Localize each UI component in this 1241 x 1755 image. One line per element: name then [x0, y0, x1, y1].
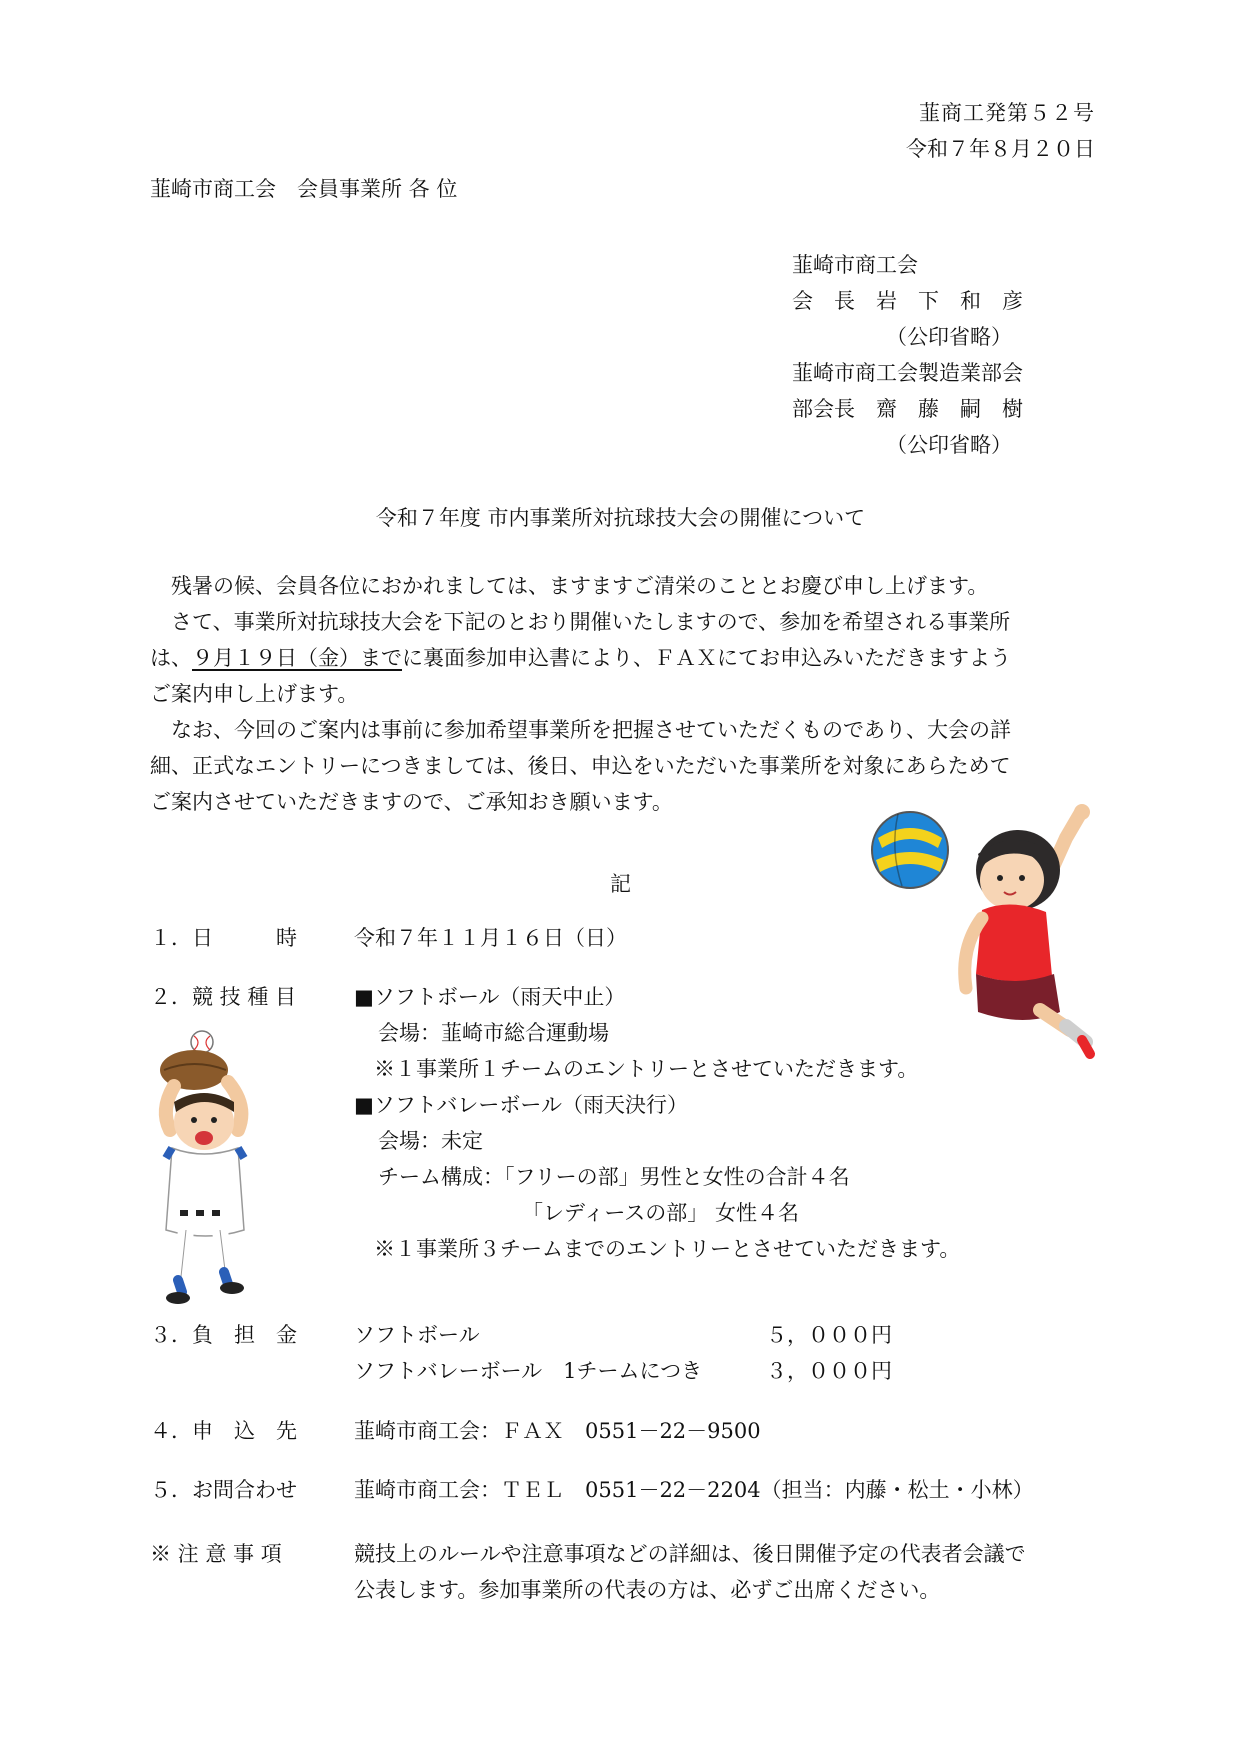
- item-4-label: ４．申 込 先: [150, 1419, 297, 1443]
- item-2-label: ２．競 技 種 目: [150, 985, 297, 1009]
- item-5-value: 韮崎市商工会：ＴＥＬ 0551－22－2204（担当：内藤・松土・小林）: [354, 1478, 1034, 1502]
- document-number: 韮商工発第５２号: [919, 101, 1095, 125]
- body-text: [150, 568, 1096, 820]
- deadline-text: ９月１９日（金）まで: [192, 646, 402, 670]
- body-paragraph-1: 残暑の候、会員各位におかれましては、ますますご清栄のこととお慶び申し上げます。: [171, 574, 989, 598]
- body-paragraph-3-line-3: ご案内させていただきますので、ご承知おき願います。: [150, 790, 673, 814]
- fee-row-1-amount: ５，０００円: [766, 1323, 892, 1347]
- ki-heading: 記: [610, 872, 631, 896]
- volleyball-team-1: チーム構成：「フリーの部」男性と女性の合計４名: [378, 1165, 850, 1189]
- body-paragraph-3-line-2: 細、正式なエントリーにつきましては、後日、申込をいただいた事業所を対象にあらためて: [150, 754, 1011, 778]
- item-1-value: 令和７年１１月１６日（日）: [354, 926, 627, 950]
- volleyball-icon: [868, 808, 952, 892]
- fee-row-1-name: ソフトボール: [354, 1323, 480, 1347]
- sender-org-1: 韮崎市商工会: [792, 253, 918, 277]
- sender-title-1: 会 長 岩 下 和 彦: [792, 289, 1023, 313]
- item-1-label: １．日 時: [150, 926, 297, 950]
- volleyball-player-illustration: [948, 798, 1098, 1058]
- item-4-value: 韮崎市商工会：ＦＡＸ 0551－22－9500: [354, 1419, 761, 1443]
- text-prefix: は、: [150, 646, 192, 670]
- volleyball-title: ■ソフトバレーボール（雨天決行）: [354, 1093, 688, 1117]
- volleyball-note: ※１事業所３チームまでのエントリーとさせていただきます。: [374, 1237, 961, 1261]
- body-paragraph-2-line-2: [150, 640, 1096, 676]
- body-paragraph-3-line-1: なお、今回のご案内は事前に参加希望事業所を把握させていただくものであり、大会の詳: [171, 718, 1011, 742]
- volleyball-team-2: 「レディースの部」 女性４名: [522, 1201, 799, 1225]
- recipient: 韮崎市商工会 会員事業所 各 位: [150, 177, 458, 201]
- body-paragraph-2-line-1: さて、事業所対抗球技大会を下記のとおり開催いたしますので、参加を希望される事業所: [171, 610, 1011, 634]
- item-3-label: ３．負 担 金: [150, 1323, 297, 1347]
- notes-line-1: 競技上のルールや注意事項などの詳細は、後日開催予定の代表者会議で: [354, 1542, 1026, 1566]
- document-date: 令和７年８月２０日: [906, 137, 1095, 161]
- text-suffix: に裏面参加申込書により、ＦＡＸにてお申込みいただきますよう: [402, 646, 1011, 670]
- seal-note-1: （公印省略）: [886, 325, 1012, 349]
- volleyball-venue: 会場：未定: [378, 1129, 483, 1153]
- softball-note: ※１事業所１チームのエントリーとさせていただきます。: [374, 1057, 919, 1081]
- item-5-label: ５．お問合わせ: [150, 1478, 297, 1502]
- softball-title: ■ソフトボール（雨天中止）: [354, 985, 626, 1009]
- baseball-player-illustration: [150, 1030, 270, 1308]
- body-paragraph-2-line-3: ご案内申し上げます。: [150, 682, 359, 706]
- sender-title-2: 部会長 齋 藤 嗣 樹: [792, 397, 1023, 421]
- subject-title: 令和７年度 市内事業所対抗球技大会の開催について: [375, 506, 866, 530]
- fee-row-2-amount: ３，０００円: [766, 1359, 892, 1383]
- softball-venue: 会場：韮崎市総合運動場: [378, 1021, 609, 1045]
- notes-label: ※ 注 意 事 項: [150, 1542, 282, 1566]
- seal-note-2: （公印省略）: [886, 433, 1012, 457]
- notes-line-2: 公表します。参加事業所の代表の方は、必ずご出席ください。: [354, 1578, 941, 1602]
- fee-row-2-name: ソフトバレーボール 1チームにつき: [354, 1359, 703, 1383]
- sender-org-2: 韮崎市商工会製造業部会: [792, 361, 1023, 385]
